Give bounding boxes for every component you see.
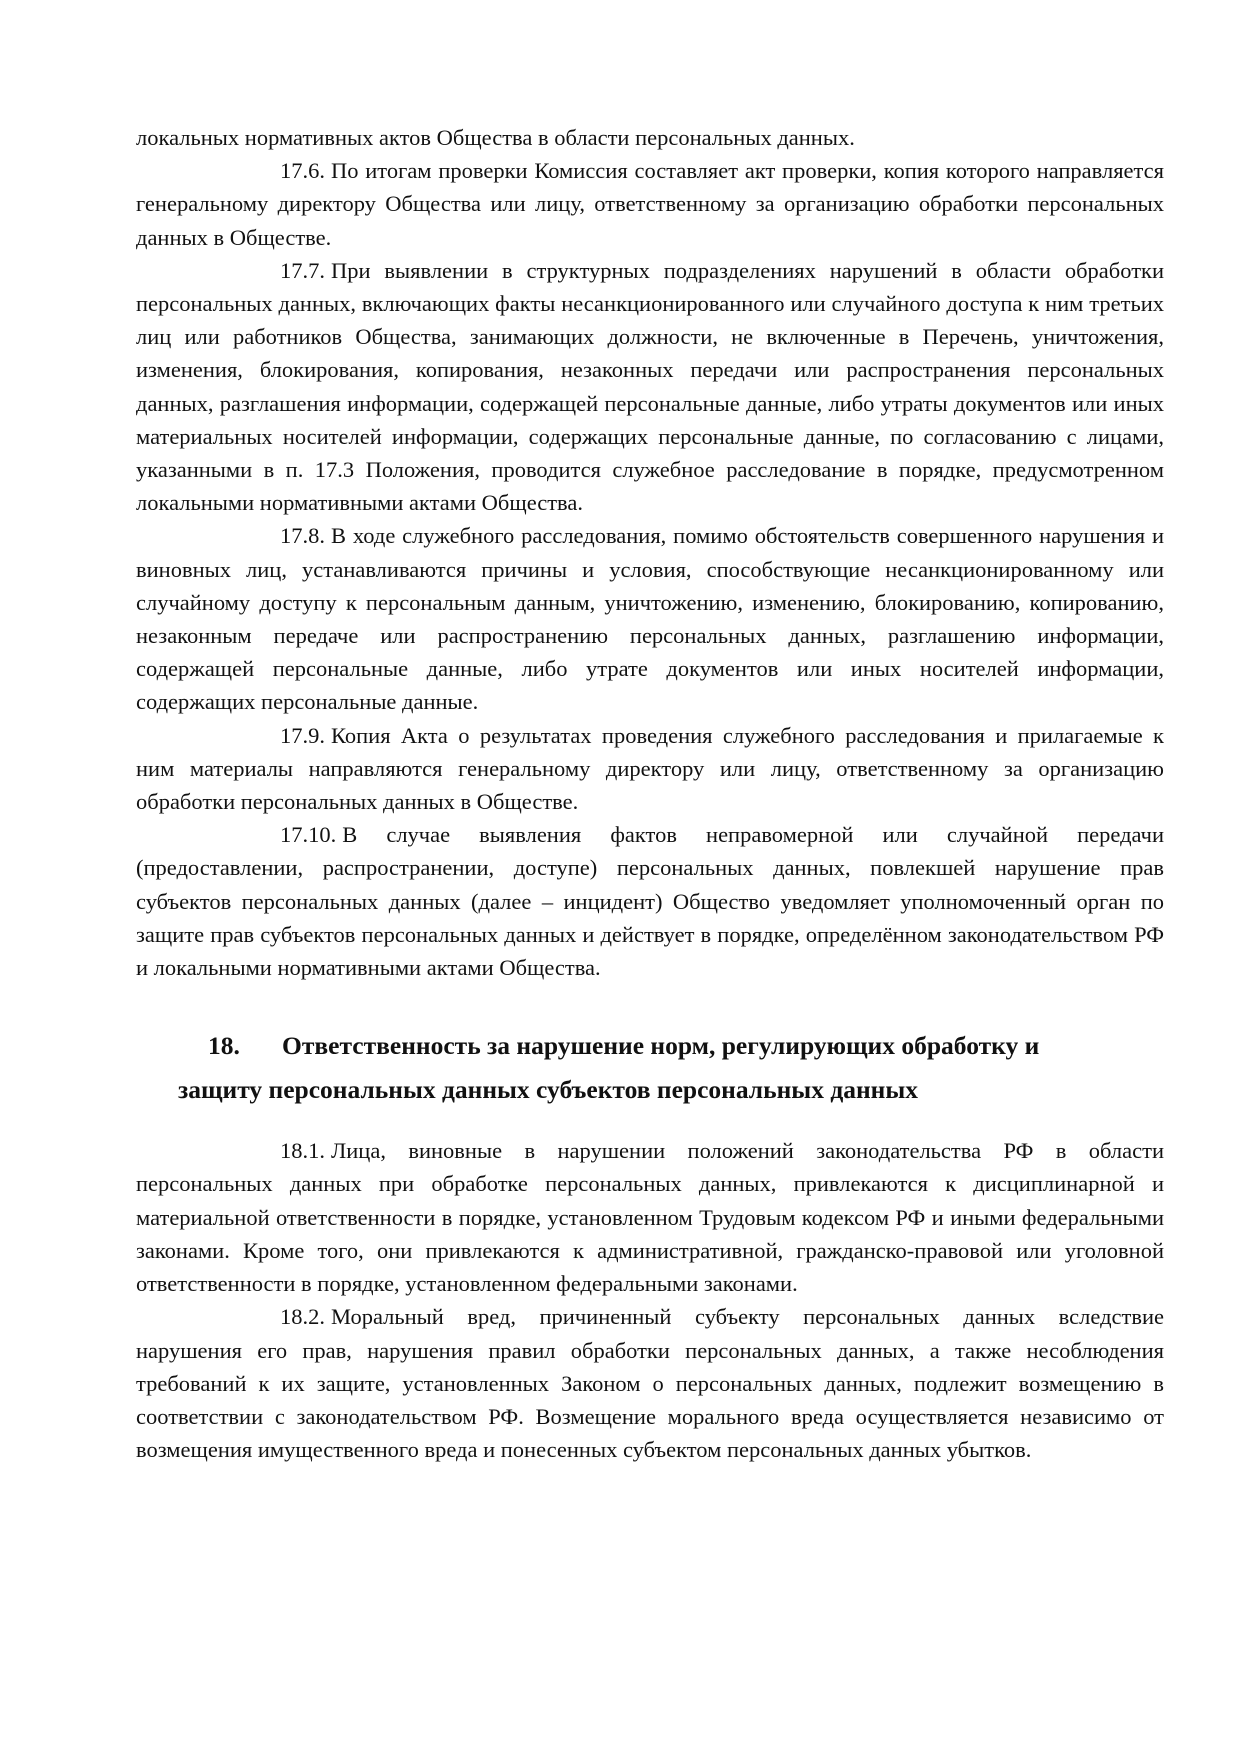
clause-17-7 [136, 254, 1164, 520]
section-number: 18. [208, 1031, 240, 1061]
document-body [136, 121, 1164, 1466]
clause-number: 17.7. [280, 257, 325, 283]
clause-number: 17.10. [280, 822, 337, 848]
clause-text: В ходе служебного расследования, помимо обстоятельств совершенного нарушения и виновных лиц, устанавливаются причины и условия, способствующие несанкционированному или случайному доступу к персональным данным, уничтожению, изменению, блокированию, копированию, незаконным передаче или распространению персональных данных, разглашению информации, содержащей персональные данные, либо утрате документов или иных носителей информации, содержащих персональные данные. [136, 523, 1164, 715]
section-title-part-2: защиту персональных данных субъектов персональных данных [178, 1075, 919, 1105]
clause-number: 17.8. [280, 523, 325, 549]
clause-text: Лица, виновные в нарушении положений законодательства РФ в области персональных данных при обработке персональных данных, привлекаются к дисциплинарной и материальной ответственности в порядке, установленном Трудовым кодексом РФ и иными федеральными законами. Кроме того, они привлекаются к административной, гражданско-правовой или уголовной ответственности в порядке, установленном федеральными законами. [136, 1138, 1164, 1297]
clause-text: В случае выявления фактов неправомерной или случайной передачи (предоставлении, распространении, доступе) персональных данных, повлекшей нарушение прав субъектов персональных данных (далее – инцидент) Общество уведомляет уполномоченный орган по защите прав субъектов персональных данных и действует в порядке, определённом законодательством РФ и локальными нормативными актами Общества. [136, 822, 1164, 981]
clause-text: При выявлении в структурных подразделениях нарушений в области обработки персональных данных, включающих факты несанкционированного или случайного доступа к ним третьих лиц или работников Общества, занимающих должности, не включенные в Перечень, уничтожения, изменения, блокирования, копирования, незаконных передачи или распространения персональных данных, разглашения информации, содержащей персональные данные, либо утраты документов или иных материальных носителей информации, содержащих персональные данные, по согласованию с лицами, указанными в п. 17.3 Положения, проводится служебное расследование в порядке, предусмотренном локальными нормативными актами Общества. [136, 257, 1164, 516]
clause-text: Копия Акта о результатах проведения служебного расследования и прилагаемые к ним материалы направляются генеральному директору или лицу, ответственному за организацию обработки персональных данных в Обществе. [136, 722, 1164, 815]
section-18-heading [136, 1024, 1164, 1112]
clause-text: Моральный вред, причиненный субъекту персональных данных вследствие нарушения его прав, нарушения правил обработки персональных данных, а также несоблюдения требований к их защите, установленных Законом о персональных данных, подлежит возмещению в соответствии с законодательством РФ. Возмещение морального вреда осуществляется независимо от возмещения имущественного вреда и понесенных субъектом персональных данных убытков. [136, 1304, 1164, 1463]
clause-17-10 [136, 818, 1164, 984]
clause-number: 18.1. [280, 1138, 325, 1164]
clause-number: 17.9. [280, 722, 325, 748]
clause-number: 18.2. [280, 1304, 325, 1330]
opening-fragment: локальных нормативных актов Общества в области персональных данных. [136, 125, 855, 150]
clause-18-1 [136, 1134, 1164, 1300]
section-title-part-1: Ответственность за нарушение норм, регулирующих обработку и [282, 1031, 1040, 1061]
clause-17-9 [136, 719, 1164, 819]
clause-17-8 [136, 519, 1164, 718]
section-heading-line-1 [136, 1024, 1164, 1068]
clause-text: По итогам проверки Комиссия составляет акт проверки, копия которого направляется генеральному директору Общества или лицу, ответственному за организацию обработки персональных данных в Обществе. [136, 158, 1164, 250]
clause-18-2 [136, 1300, 1164, 1466]
clause-17-6 [136, 154, 1164, 254]
clause-number: 17.6. [280, 158, 325, 184]
